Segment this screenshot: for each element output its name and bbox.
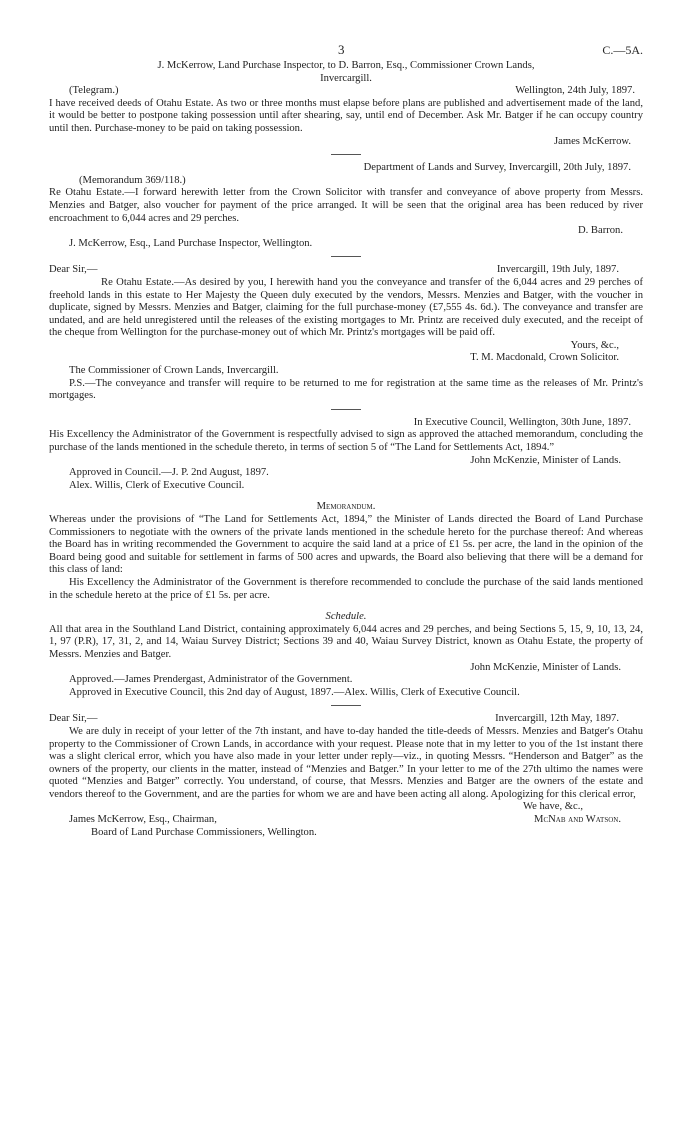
schedule-approved-council: Approved in Executive Council, this 2nd day of August, 1897.—Alex. Willis, Clerk of Executive Council. — [69, 686, 520, 698]
telegram-signature: James McKerrow. — [554, 135, 631, 147]
mcnab-salutation: Dear Sir,— — [49, 713, 98, 725]
schedule-title: Schedule. — [325, 611, 367, 623]
memorandum-section — [49, 501, 643, 602]
document-page — [49, 44, 643, 839]
solicitor-signature: T. M. Macdonald, Crown Solicitor. — [470, 352, 619, 364]
schedule-body: All that area in the Southland Land District, containing approximately 6,044 acres and 29 perches, and being Sections 5, 15, 9, 10, 13, 24, 1, 97 (P.R), 17, 31, 2, and 14, Waiau Survey District; Sections 39 and 40, Waiau Survey District, known as Otahu Estate, the property of Messrs. Menzies and Batger. — [49, 623, 643, 660]
page-number: 3 — [338, 42, 345, 57]
council-body: His Excellency the Administrator of the Government is respectfully advised to sign as approved the attached memorandum, concluding the purchase of the lands mentioned in the schedule thereto, in terms of section 5 of “The Land for Settlements Act, 1894.” — [49, 429, 643, 454]
council-signature: John McKenzie, Minister of Lands. — [470, 454, 621, 466]
telegram-body: I have received deeds of Otahu Estate. As two or three months must elapse before plans are published and advertisement made of the land, it would be better to postpone taking possession until after shearing, say, until end of December. Ask Mr. Batger if he can occupy country until then. Purchase-money to be paid on taking possession. — [49, 97, 643, 134]
memorandum-para2: His Excellency the Administrator of the Government is therefore recommended to conclude the purchase of the said lands mentioned in the schedule hereto at the price of £1 5s. per acre. — [49, 576, 643, 601]
solicitor-closing: Yours, &c., — [570, 339, 619, 351]
mcnab-body: We are duly in receipt of your letter of the 7th instant, and have to-day handed the title-deeds of Messrs. Menzies and Batger's Otahu property to the Commissioner of Crown Lands, in accordance with your request. Please note that in my letter to you of the 1st instant there was a slight clerical error, which you have also made in your letter under reply—viz., in quoting Messrs. “Henderson and Batger” as the owners of the property, our clients in the matter, instead of “Menzies and Batger.” In your letter to me of the 27th ultimo the names were quoted “Menzies and Batger” correctly. You understand, of course, that Messrs. Menzies and Batger are the owners of the estate and vendors thereof to the Government, and are the parties for whom we are and have been acting all along. Apologizing for this clerical error, — [49, 725, 643, 800]
solicitor-letter-section — [49, 264, 643, 403]
section-divider — [331, 154, 361, 155]
mcnab-letter-meta — [49, 713, 643, 726]
solicitor-postscript: P.S.—The conveyance and transfer will require to be returned to me for registration at the same time as the releases of Mr. Printz's mortgages. — [49, 377, 643, 402]
mcnab-addressee2: Board of Land Purchase Commissioners, Wellington. — [91, 826, 317, 838]
telegram-meta — [49, 85, 643, 98]
mcnab-addressee: James McKerrow, Esq., Chairman, — [69, 814, 217, 826]
mcnab-signature: McNab and Watson. — [534, 814, 621, 826]
spacer — [49, 602, 643, 611]
mcnab-sign-row — [49, 814, 643, 827]
section-divider — [331, 409, 361, 410]
solicitor-letter-meta — [49, 264, 643, 277]
solicitor-salutation: Dear Sir,— — [49, 264, 98, 276]
memo369-addressee: J. McKerrow, Esq., Land Purchase Inspector, Wellington. — [69, 237, 313, 249]
section-divider — [331, 256, 361, 257]
schedule-section — [49, 611, 643, 699]
schedule-approved: Approved.—James Prendergast, Administrator of the Government. — [69, 674, 353, 686]
mcnab-place-date: Invercargill, 12th May, 1897. — [495, 713, 619, 725]
solicitor-place-date: Invercargill, 19th July, 1897. — [496, 264, 619, 276]
mcnab-closing: We have, &c., — [522, 801, 583, 813]
council-place-date: In Executive Council, Wellington, 30th June, 1897. — [413, 416, 631, 428]
telegram-heading-line2: Invercargill. — [320, 72, 372, 84]
council-approved: Approved in Council.—J. P. 2nd August, 1897. — [69, 467, 269, 479]
memorandum-title: Memorandum. — [316, 501, 376, 513]
document-reference: C.—5A. — [602, 43, 643, 57]
schedule-signature: John McKenzie, Minister of Lands. — [470, 661, 621, 673]
telegram-heading-line1: J. McKerrow, Land Purchase Inspector, to D. Barron, Esq., Commissioner Crown Lands, — [157, 60, 535, 71]
solicitor-addressee: The Commissioner of Crown Lands, Invercargill. — [69, 365, 279, 377]
council-clerk: Alex. Willis, Clerk of Executive Council. — [69, 479, 245, 491]
telegram-section — [49, 60, 643, 148]
memo369-ref: (Memorandum 369/118.) — [79, 174, 186, 186]
telegram-type: (Telegram.) — [69, 85, 119, 97]
page-header — [49, 44, 643, 60]
section-divider — [331, 705, 361, 706]
memorandum-para1: Whereas under the provisions of “The Land for Settlements Act, 1894,” the Minister of Lands directed the Board of Land Purchase Commissioners to negotiate with the owners of the private lands mentioned in the schedule hereto for the purchase thereof: And whereas the Board has in writing recommended the Government to acquire the said land at a price of £1 5s. per acre, the land in the opinion of the Board being good and suitable for settlement in farms of 500 acres and upwards, the Board also believing that there will be a demand for this class of land: — [49, 514, 643, 576]
solicitor-body: Re Otahu Estate.—As desired by you, I herewith hand you the conveyance and transfer of the 6,044 acres and 29 perches of freehold lands in this estate to Her Majesty the Queen duly executed by the vendors, Messrs. Menzies and Batger, with the voucher in duplicate, signed by Messrs. Menzies and Batger, claiming for the full purchase-money (£7,555 4s. 6d.). The conveyance and transfer are undated, and are held unregistered until the releases of the existing mortgages to Mr. Printz are received duly executed, and the receipt of the cheque from Wellington for the purchase-money out of which Mr. Printz's mortgages will be paid off. — [49, 276, 643, 339]
memo369-place-date: Department of Lands and Survey, Invercargill, 20th July, 1897. — [363, 162, 631, 174]
mcnab-letter-section — [49, 713, 643, 839]
executive-council-section — [49, 417, 643, 493]
spacer — [49, 492, 643, 501]
memorandum-369-section — [49, 162, 643, 250]
telegram-place-date: Wellington, 24th July, 1897. — [515, 85, 635, 97]
memo369-body: Re Otahu Estate.—I forward herewith letter from the Crown Solicitor with transfer and conveyance of above property from Messrs. Menzies and Batger, also voucher for payment of the price arranged. It will be seen that the original area has been reduced by river encroachment to 6,044 acres and 29 perches. — [49, 187, 643, 224]
memo369-signature: D. Barron. — [577, 225, 623, 237]
